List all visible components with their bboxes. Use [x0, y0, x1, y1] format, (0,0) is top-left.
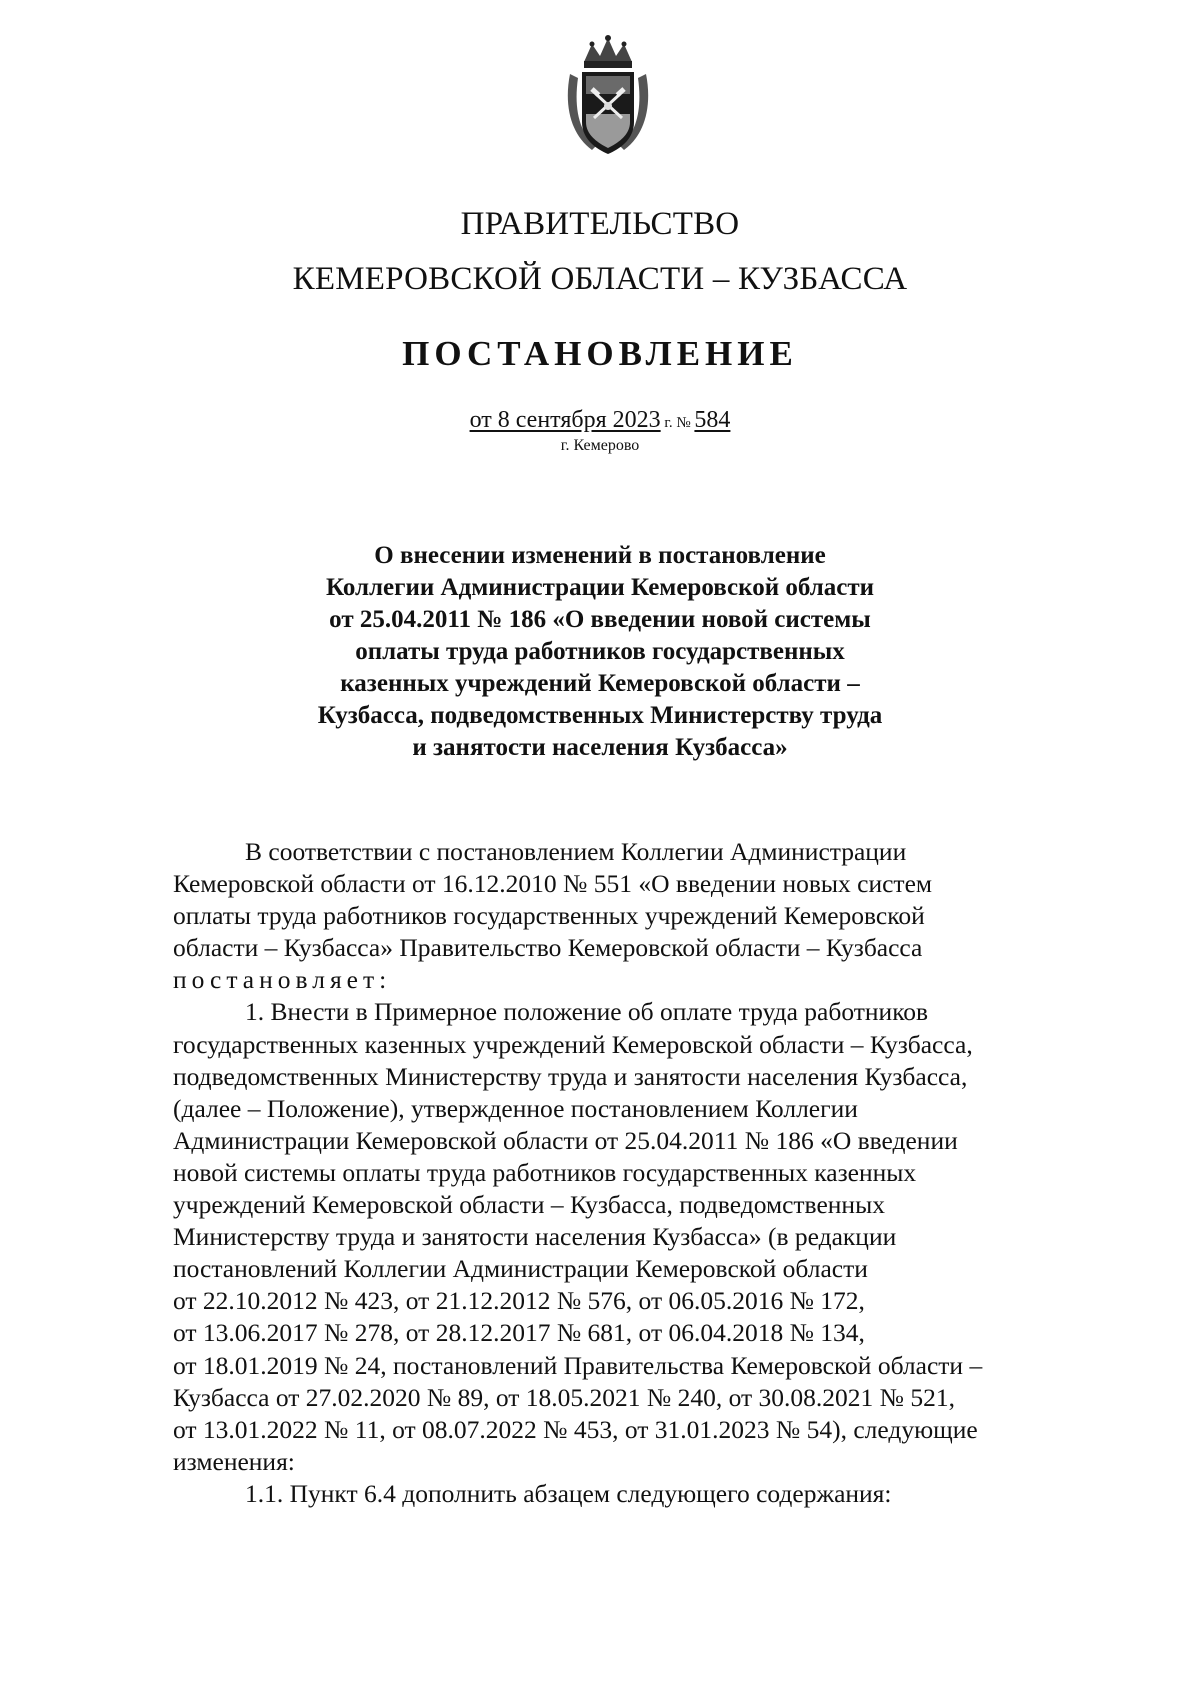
body-line: постановлений Коллегии Администрации Кемеровской области	[173, 1254, 868, 1284]
body-line: новой системы оплаты труда работников государственных казенных	[173, 1157, 917, 1187]
body-line: Кемеровской области от 16.12.2010 № 551 «О введении новых систем	[173, 869, 933, 899]
government-title-line1: ПРАВИТЕЛЬСТВО	[460, 206, 740, 242]
decree-date: от 8 сентября 2023	[469, 407, 661, 433]
document-type-heading: ПОСТАНОВЛЕНИЕ	[402, 334, 798, 373]
body-line: оплаты труда работников государственных учреждений Кемеровской	[173, 901, 925, 931]
decree-body	[173, 836, 1079, 1510]
body-line: области – Кузбасса» Правительство Кемеровской области – Кузбасса	[173, 933, 923, 963]
body-line: от 13.01.2022 № 11, от 08.07.2022 № 453, от 31.01.2023 № 54), следующие	[173, 1414, 978, 1444]
body-line: (далее – Положение), утвержденное постановлением Коллегии	[173, 1093, 858, 1123]
body-line: от 22.10.2012 № 423, от 21.12.2012 № 576, от 06.05.2016 № 172,	[173, 1286, 865, 1316]
body-line: от 18.01.2019 № 24, постановлений Правительства Кемеровской области –	[173, 1350, 983, 1380]
year-suffix: г.	[660, 415, 677, 431]
coat-of-arms-icon	[562, 34, 654, 160]
government-title-line2: КЕМЕРОВСКОЙ ОБЛАСТИ – КУЗБАССА	[292, 261, 908, 297]
subject-line: О внесении изменений в постановление	[374, 542, 826, 569]
subject-line: казенных учреждений Кемеровской области –	[340, 670, 860, 697]
decree-number: 584	[694, 407, 731, 433]
body-line: изменения:	[173, 1446, 295, 1476]
body-line: Министерству труда и занятости населения Кузбасса» (в редакции	[173, 1222, 897, 1252]
body-line: учреждений Кемеровской области – Кузбасса, подведомственных	[173, 1190, 885, 1220]
subject-line: Кузбасса, подведомственных Министерству труда	[317, 702, 883, 729]
city-name: г. Кемерово	[560, 437, 640, 454]
body-line: Кузбасса от 27.02.2020 № 89, от 18.05.2021 № 240, от 30.08.2021 № 521,	[173, 1382, 956, 1412]
subject-line: Коллегии Администрации Кемеровской области	[325, 574, 875, 601]
body-line: В соответствии с постановлением Коллегии Администрации	[245, 837, 907, 866]
subject-line: и занятости населения Кузбасса»	[412, 734, 788, 761]
number-sign: №	[676, 415, 695, 431]
resolves-word: постановляет:	[173, 965, 392, 995]
body-line: Администрации Кемеровской области от 25.04.2011 № 186 «О введении	[173, 1125, 958, 1155]
body-line: 1. Внести в Примерное положение об оплате труда работников	[245, 997, 929, 1027]
date-number-line	[0, 408, 1200, 432]
decree-subject	[190, 540, 1010, 764]
body-line: от 13.06.2017 № 278, от 28.12.2017 № 681, от 06.04.2018 № 134,	[173, 1318, 865, 1348]
body-line: государственных казенных учреждений Кемеровской области – Кузбасса,	[173, 1029, 973, 1059]
body-line: подведомственных Министерству труда и занятости населения Кузбасса,	[173, 1061, 968, 1091]
subject-line: оплаты труда работников государственных	[355, 638, 845, 665]
subject-line: от 25.04.2011 № 186 «О введении новой системы	[329, 606, 871, 633]
body-line: 1.1. Пункт 6.4 дополнить абзацем следующего содержания:	[245, 1478, 892, 1508]
